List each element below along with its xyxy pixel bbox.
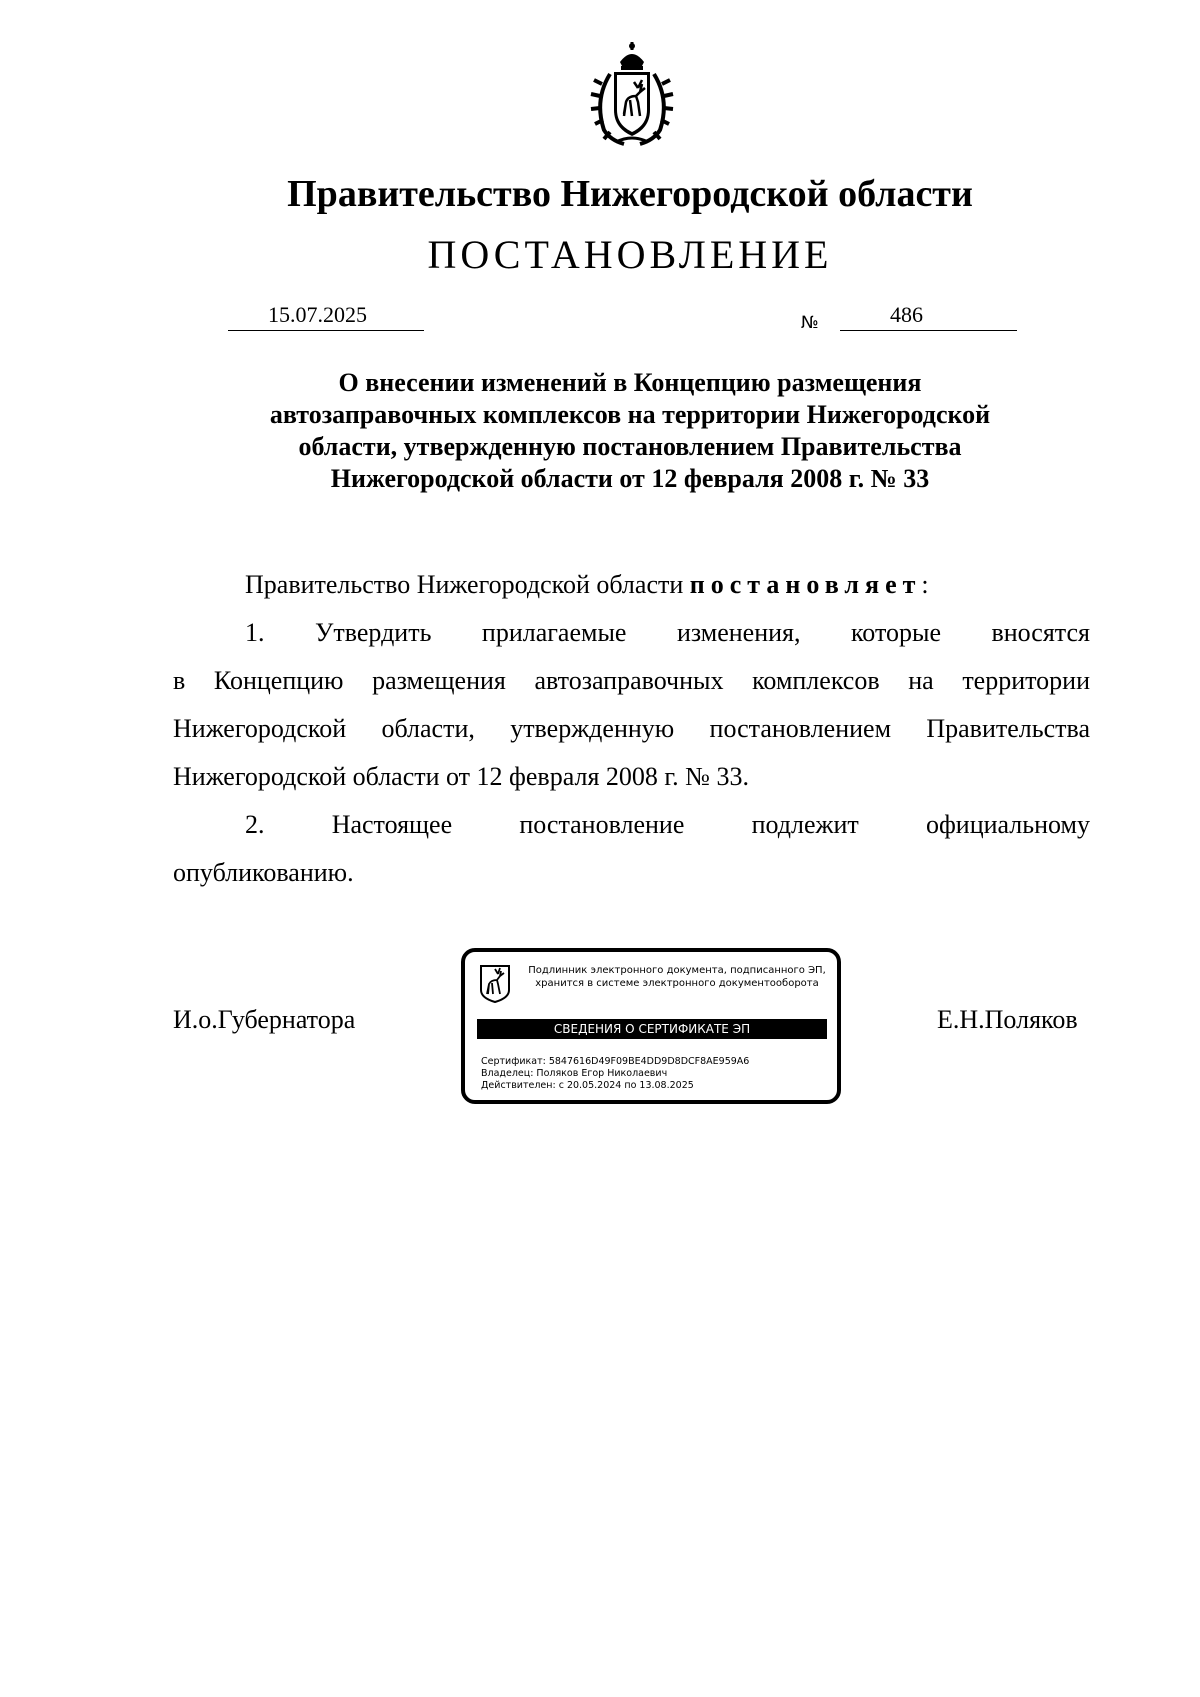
document-number-value: 486	[890, 302, 923, 327]
organization-title: Правительство Нижегородской области	[287, 173, 973, 215]
subject-line: Нижегородской области от 12 февраля 2008 г. № 33	[330, 464, 930, 493]
stamp-note-line: хранится в системе электронного документооборота	[535, 978, 819, 989]
document-date	[228, 300, 424, 331]
item-1-line: Нижегородской области, утвержденную постановлением Правительства	[173, 714, 1090, 743]
document-number	[840, 300, 1017, 331]
item-2-line: опубликованию.	[173, 858, 354, 887]
document-body	[173, 561, 1090, 897]
deer-emblem-icon	[479, 964, 511, 1004]
stamp-note	[517, 964, 837, 990]
stamp-details	[481, 1056, 749, 1092]
electronic-signature-stamp	[461, 948, 841, 1104]
item-1-line: в Концепцию размещения автозаправочных комплексов на территории	[173, 666, 1090, 695]
preamble-start: Правительство Нижегородской области	[245, 570, 690, 599]
subject-line: области, утвержденную постановлением Правительства	[298, 432, 962, 461]
preamble-end: :	[921, 570, 929, 599]
document-subject	[200, 367, 1060, 495]
item-2-line: 2. Настоящее постановление подлежит официальному	[245, 810, 1090, 839]
certificate-owner: Владелец: Поляков Егор Николаевич	[481, 1068, 668, 1079]
preamble	[173, 561, 1090, 609]
stamp-note-line: Подлинник электронного документа, подписанного ЭП,	[528, 965, 826, 976]
signer-title: И.о.Губернатора	[173, 1005, 356, 1034]
coat-of-arms-icon	[580, 40, 684, 146]
stamp-header: СВЕДЕНИЯ О СЕРТИФИКАТЕ ЭП	[477, 1019, 827, 1039]
preamble-keyword: постановляет	[689, 570, 922, 599]
document-type: ПОСТАНОВЛЕНИЕ	[427, 232, 833, 277]
subject-line: автозаправочных комплексов на территории Нижегородской	[269, 400, 991, 429]
certificate-validity: Действителен: с 20.05.2024 по 13.08.2025	[481, 1080, 694, 1091]
item-1	[173, 609, 1090, 801]
item-1-line: Нижегородской области от 12 февраля 2008 г. № 33.	[173, 762, 749, 791]
signer-name: Е.Н.Поляков	[937, 1005, 1078, 1034]
number-sign: №	[801, 313, 819, 333]
item-1-line: 1. Утвердить прилагаемые изменения, которые вносятся	[245, 618, 1090, 647]
item-2	[173, 801, 1090, 897]
certificate-id: Сертификат: 5847616D49F09BE4DD9D8DCF8AE959A6	[481, 1056, 750, 1067]
document-date-value: 15.07.2025	[268, 302, 367, 327]
subject-line: О внесении изменений в Концепцию размещения	[338, 368, 922, 397]
